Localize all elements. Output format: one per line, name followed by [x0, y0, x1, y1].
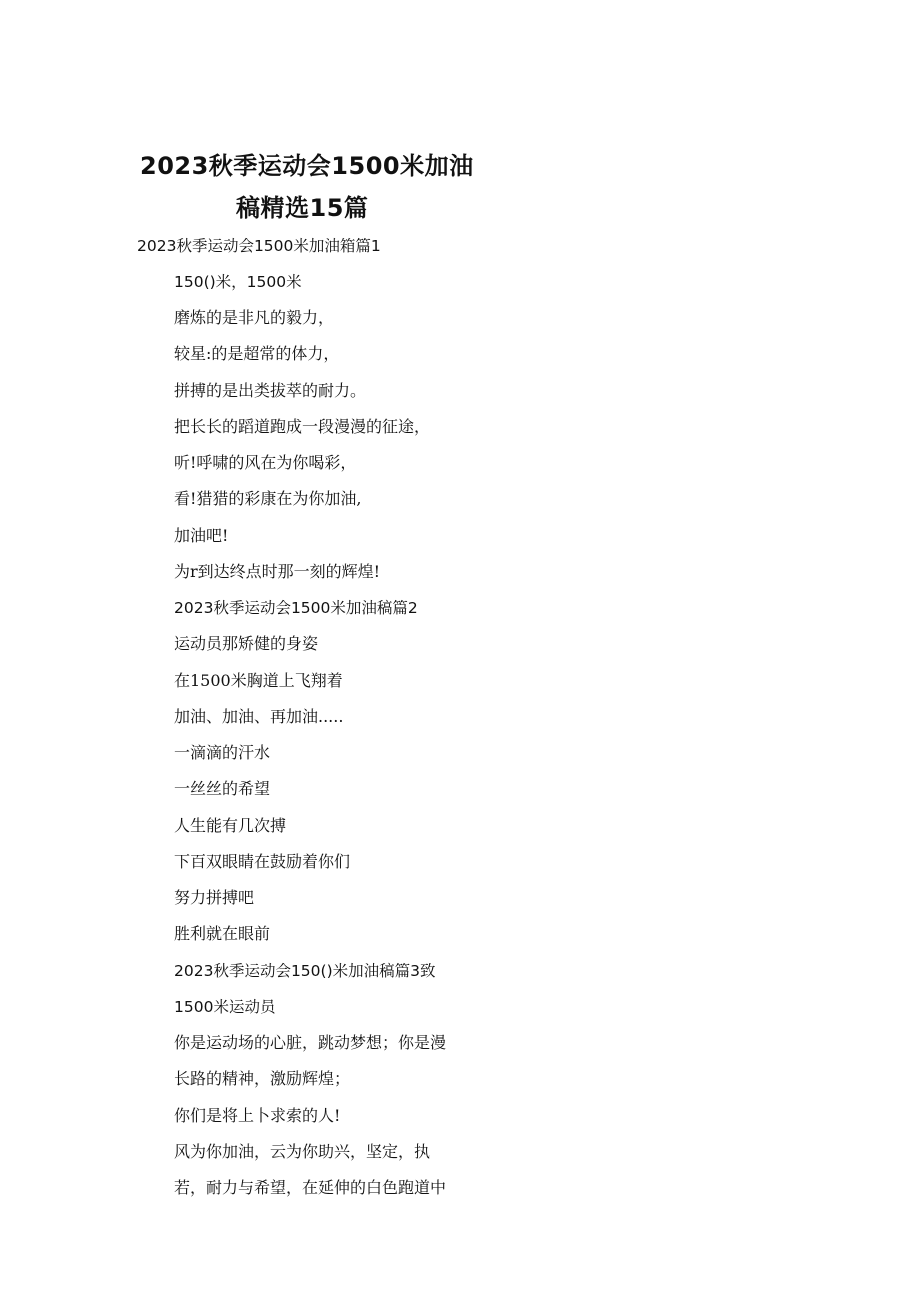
body-line: 一丝丝的希望: [174, 779, 271, 798]
body-line: 1500米运动员: [174, 998, 276, 1016]
body-line: 150()米，1500米: [174, 273, 302, 291]
body-line: 一滴滴的汗水: [174, 743, 271, 762]
body-line: 磨炼的是非凡的毅力，: [174, 308, 335, 327]
body-line: 运动员那矫健的身姿: [174, 634, 319, 653]
section-heading-1: 2023秋季运动会1500米加油箱篇1: [137, 237, 381, 255]
body-line: 风为你加油，云为你助兴，坚定，执: [174, 1142, 431, 1161]
body-line: 你们是将上卜求索的人!: [174, 1106, 341, 1125]
body-line: 为r到达终点时那一刻的辉煌!: [174, 562, 381, 581]
section-heading-3: 2023秋季运动会150()米加油稿篇3致: [174, 962, 436, 980]
body-line: 长路的精神，激励辉煌；: [174, 1069, 351, 1088]
document-title-line-1: 2023秋季运动会1500米加油: [140, 152, 474, 180]
body-line: 若，耐力与希望，在延伸的白色跑道中: [174, 1178, 447, 1197]
body-line: 下百双眼睛在鼓励着你们: [174, 852, 351, 871]
body-line: 较星:的是超常的体力，: [174, 344, 340, 363]
body-line: 加油、加油、再加油.....: [174, 707, 344, 726]
body-line: 加油吧!: [174, 526, 229, 545]
body-line: 在1500米胸道上飞翔着: [174, 671, 343, 690]
body-line: 努力拼搏吧: [174, 888, 255, 907]
section-heading-2: 2023秋季运动会1500米加油稿篇2: [174, 599, 418, 617]
body-line: 胜利就在眼前: [174, 924, 271, 943]
body-line: 人生能有几次搏: [174, 816, 287, 835]
body-line: 把长长的蹈道跑成一段漫漫的征途，: [174, 417, 431, 436]
body-line: 拼搏的是出类拔萃的耐力。: [174, 381, 367, 400]
body-line: 你是运动场的心脏，跳动梦想；你是漫: [174, 1033, 447, 1052]
document-title-line-2: 稿精选15篇: [236, 194, 369, 222]
body-line: 听!呼啸的风在为你喝彩，: [174, 453, 357, 472]
body-line: 看!猎猎的彩康在为你加油,: [174, 489, 362, 508]
